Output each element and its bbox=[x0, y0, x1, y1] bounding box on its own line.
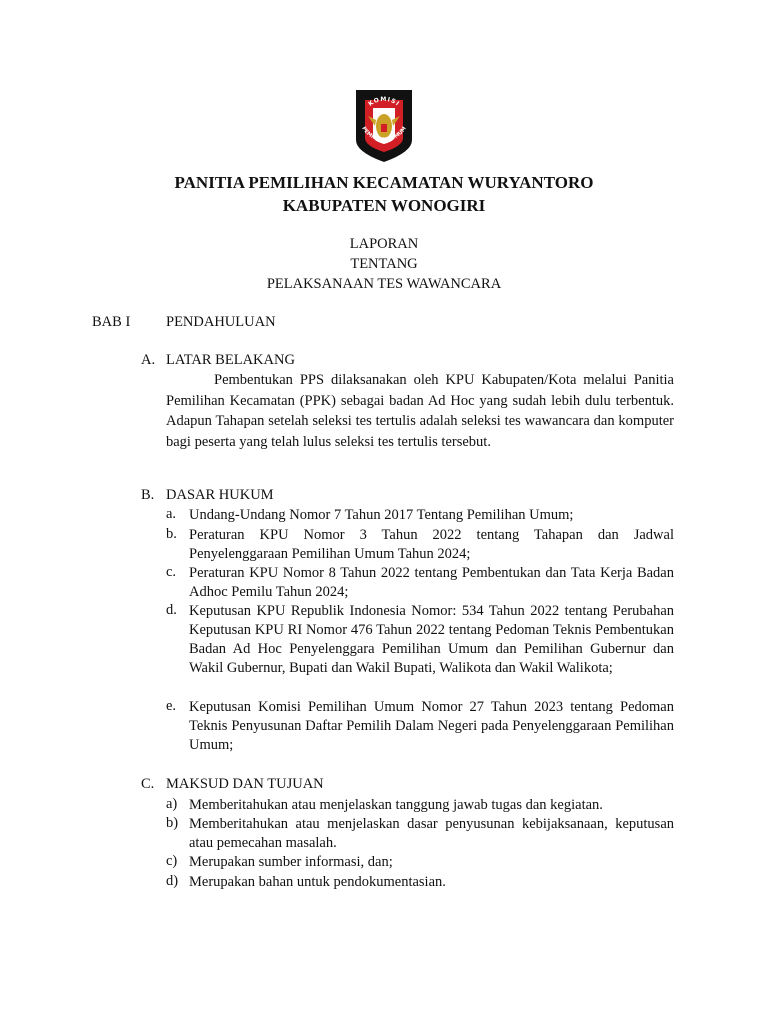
doc-type: LAPORAN bbox=[349, 236, 419, 252]
section-c-title: MAKSUD DAN TUJUAN bbox=[166, 776, 324, 792]
committee-title: PANITIA PEMILIHAN KECAMATAN WURYANTORO bbox=[174, 173, 594, 192]
legal-basis-item bbox=[166, 526, 674, 564]
list-item-text: Merupakan sumber informasi, dan; bbox=[189, 854, 393, 870]
legal-basis-item bbox=[166, 506, 674, 525]
chapter-number: BAB I bbox=[92, 314, 131, 330]
list-marker: c. bbox=[166, 564, 177, 580]
list-item-text: Memberitahukan atau menjelaskan tanggung jawab tugas dan kegiatan. bbox=[189, 797, 603, 813]
list-marker: c) bbox=[166, 853, 178, 869]
section-b-title: DASAR HUKUM bbox=[166, 487, 274, 503]
legal-basis-item bbox=[166, 564, 674, 602]
list-item-text: Memberitahukan atau menjelaskan dasar penyusunan kebijaksanaan, keputusan atau pemecahan masalah. bbox=[189, 816, 674, 851]
purpose-item bbox=[166, 796, 674, 815]
list-marker: a) bbox=[166, 796, 178, 812]
logo-top-text: KOMISI bbox=[367, 95, 401, 108]
list-marker: b. bbox=[166, 526, 177, 542]
kpu-logo bbox=[348, 86, 420, 164]
list-marker: a. bbox=[166, 506, 177, 522]
list-item-text: Merupakan bahan untuk pendokumentasian. bbox=[189, 874, 446, 890]
legal-basis-item bbox=[166, 698, 674, 755]
section-a-title: LATAR BELAKANG bbox=[166, 352, 295, 368]
purpose-item bbox=[166, 853, 674, 872]
list-item-text: Undang-Undang Nomor 7 Tahun 2017 Tentang Pemilihan Umum; bbox=[189, 507, 574, 523]
list-item-text: Keputusan Komisi Pemilihan Umum Nomor 27 Tahun 2023 tentang Pedoman Teknis Penyusunan Daftar Pemilih Dalam Negeri pada Penyelenggaraan Pemilihan Umum; bbox=[189, 699, 674, 753]
doc-about: TENTANG bbox=[350, 256, 418, 272]
regency-title: KABUPATEN WONOGIRI bbox=[282, 196, 486, 215]
list-item-text: Peraturan KPU Nomor 3 Tahun 2022 tentang Tahapan dan Jadwal Penyelenggaraan Pemilihan Umum Tahun 2024; bbox=[189, 527, 674, 562]
purpose-item bbox=[166, 873, 674, 892]
doc-subject: PELAKSANAAN TES WAWANCARA bbox=[266, 276, 502, 292]
kpu-emblem-icon bbox=[348, 86, 420, 164]
list-marker: d) bbox=[166, 873, 179, 889]
section-b-marker: B. bbox=[141, 487, 155, 503]
list-marker: e. bbox=[166, 698, 177, 714]
chapter-title: PENDAHULUAN bbox=[166, 314, 276, 330]
section-a-marker: A. bbox=[141, 352, 156, 368]
legal-basis-item bbox=[166, 602, 674, 678]
logo-bottom-text: PEMILIHAN UMUM bbox=[360, 125, 408, 144]
list-marker: d. bbox=[166, 602, 177, 618]
section-c-marker: C. bbox=[141, 776, 155, 792]
list-marker: b) bbox=[166, 815, 179, 831]
list-item-text: Keputusan KPU Republik Indonesia Nomor: 534 Tahun 2022 tentang Perubahan Keputusan KPU RI Nomor 476 Tahun 2022 tentang Pedoman Teknis Pembentukan Badan Ad Hoc Penyelenggara Pemilihan Umum dan Pemilihan Gubernur dan Wakil Gubernur, Bupati dan Wakil Bupati, Walikota dan Wakil Walikota; bbox=[189, 603, 674, 676]
list-item-text: Peraturan KPU Nomor 8 Tahun 2022 tentang Pembentukan dan Tata Kerja Badan Adhoc Pemilu Tahun 2024; bbox=[189, 565, 674, 600]
background-paragraph: Pembentukan PPS dilaksanakan oleh KPU Kabupaten/Kota melalui Panitia Pemilihan Kecamatan (PPK) sebagai badan Ad Hoc yang sudah lebih dulu terbentuk. Adapun Tahapan setelah seleksi tes tertulis adalah seleksi tes wawancara dan komputer bagi peserta yang telah lulus seleksi tes tertulis tersebut. bbox=[166, 372, 674, 450]
purpose-item bbox=[166, 815, 674, 853]
